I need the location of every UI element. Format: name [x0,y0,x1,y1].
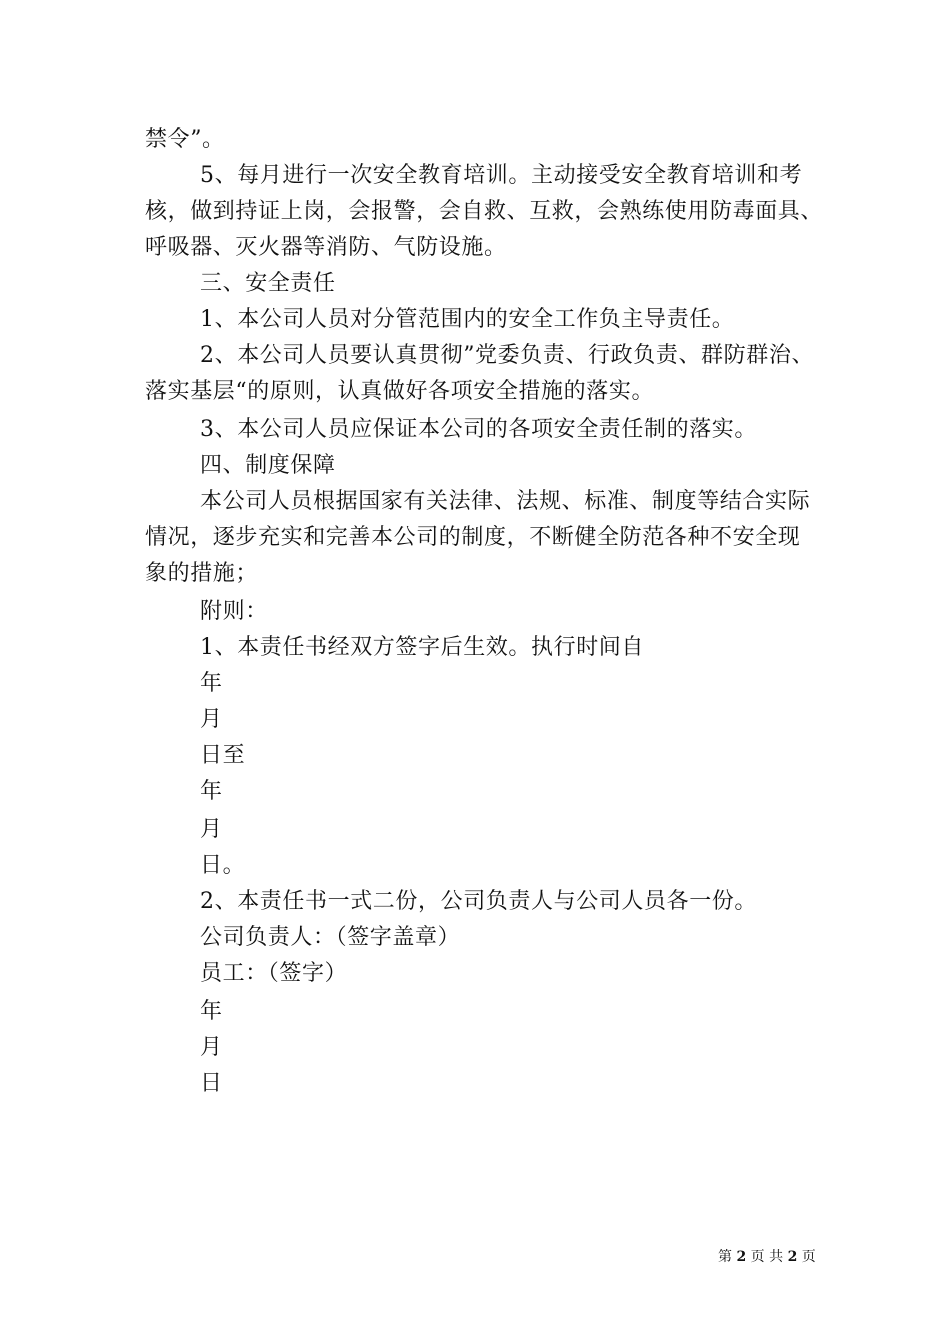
signature-date-day: 日 [200,1071,223,1096]
footer-suffix: 页 [801,1249,816,1265]
section-heading-system-guarantee: 四、制度保障 [200,453,336,478]
date-field-day-start: 日至 [200,743,246,768]
text-line-8: 落实基层“的原则，认真做好各项安全措施的落实。 [145,379,655,404]
section-heading-safety-responsibility: 三、安全责任 [200,271,336,296]
text-line-4: 呼吸器、灭火器等消防、气防设施。 [145,235,507,260]
signature-date-month: 月 [200,1035,223,1060]
footer-current-page: 2 [736,1249,747,1265]
text-line-22: 2、本责任书一式二份，公司负责人与公司人员各一份。 [200,889,757,914]
date-field-month-end: 月 [200,817,223,842]
text-line-15: 1、本责任书经双方签字后生效。执行时间自 [200,635,644,660]
date-field-year-start: 年 [200,671,223,696]
text-line-7: 2、本公司人员要认真贯彻”党委负责、行政负责、群防群治、 [200,343,815,368]
signature-employee: 员工：（签字） [200,961,348,986]
signature-date-year: 年 [200,999,223,1024]
section-heading-appendix: 附则： [200,599,268,624]
signature-company-leader: 公司负责人：（签字盖章） [200,925,461,950]
date-field-month-start: 月 [200,707,223,732]
text-line-13: 象的措施； [145,561,259,586]
text-line-9: 3、本公司人员应保证本公司的各项安全责任制的落实。 [200,417,757,442]
date-field-year-end: 年 [200,779,223,804]
text-line-11: 本公司人员根据国家有关法律、法规、标准、制度等结合实际 [200,489,811,514]
text-line-2: 5、每月进行一次安全教育培训。主动接受安全教育培训和考 [200,163,803,188]
date-field-day-end: 日。 [200,853,246,878]
text-line-1: 禁令”。 [145,127,225,152]
footer-prefix: 第 [718,1249,732,1265]
footer-total-pages: 2 [787,1249,798,1265]
footer-middle: 页 共 [750,1249,784,1265]
page-number-footer [718,1247,816,1267]
text-line-3: 核，做到持证上岗，会报警，会自救、互救，会熟练使用防毒面具、 [145,199,824,224]
text-line-12: 情况，逐步充实和完善本公司的制度，不断健全防范各种不安全现 [145,525,801,550]
text-line-6: 1、本公司人员对分管范围内的安全工作负主导责任。 [200,307,735,332]
